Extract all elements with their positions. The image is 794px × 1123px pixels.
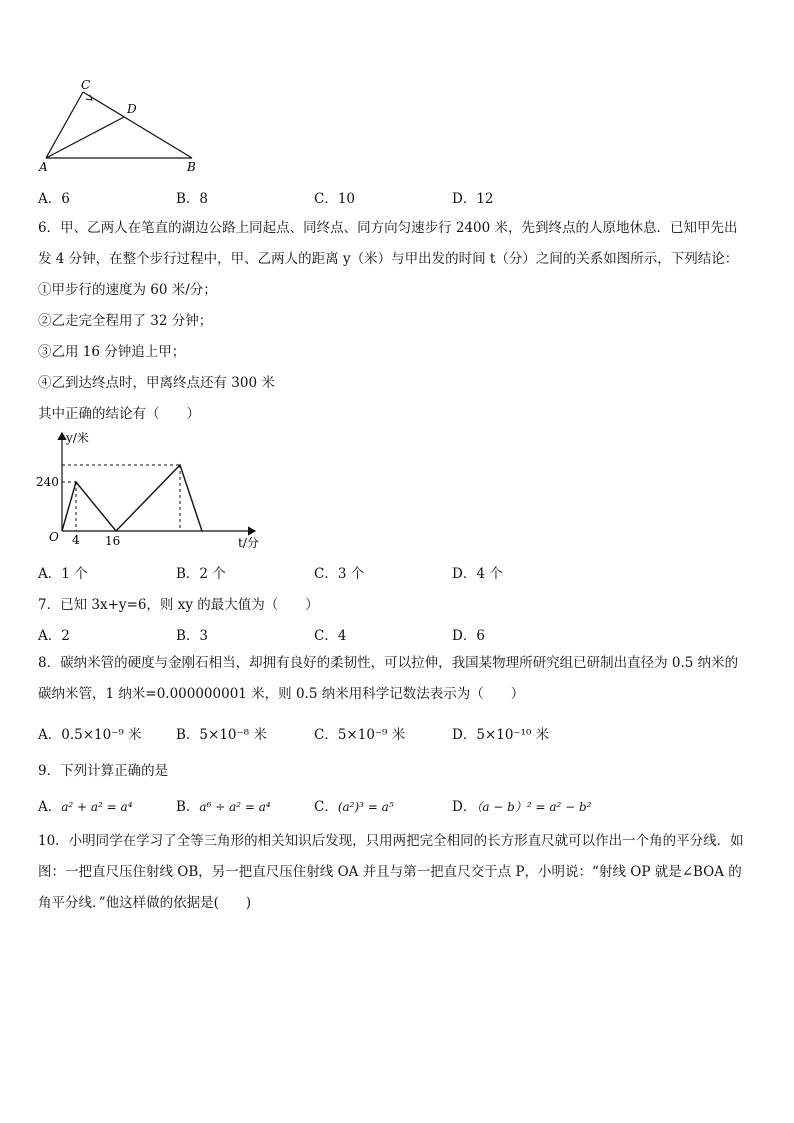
q6-stem [38, 213, 758, 430]
q8-option-b[interactable]: B．5×10⁻⁸ 米 [176, 727, 267, 743]
x-axis-label: t/分 [238, 536, 259, 550]
q7-options [38, 624, 758, 644]
side-cb [83, 92, 192, 158]
q9-stem: 9．下列计算正确的是 [38, 763, 169, 779]
q9-option-d-expr: （a − b）² = a² − b² [476, 800, 592, 814]
q5-option-a[interactable]: A．6 [38, 191, 70, 207]
q10-line3: 角平分线．”他这样做的依据是( ) [38, 895, 252, 911]
q7-stem: 7．已知 3x+y=6，则 xy 的最大值为（ ） [38, 597, 319, 613]
q8-option-a[interactable]: A．0.5×10⁻⁹ 米 [38, 727, 142, 743]
q8-stem [38, 648, 758, 710]
q9-option-b-letter: B． [176, 799, 200, 815]
q6-conclusion-4: ④乙到达终点时，甲离终点还有 300 米 [38, 375, 275, 391]
q8-options [38, 723, 758, 743]
q5-options [38, 187, 758, 207]
q9-option-d-letter: D． [452, 799, 477, 815]
q8-option-c[interactable]: C．5×10⁻⁹ 米 [314, 727, 406, 743]
q7-option-b[interactable]: B．3 [176, 628, 209, 644]
q9-options [38, 795, 758, 815]
q10-stem [38, 826, 758, 919]
q7-option-a[interactable]: A．2 [38, 628, 70, 644]
q7-option-d[interactable]: D．6 [452, 628, 485, 644]
origin-label: O [49, 530, 59, 544]
q10-line2: 图：一把直尺压住射线 OB，另一把直尺压住射线 OA 并且与第一把直尺交于点 P，小明说：“射线 OP 就是∠BOA 的 [38, 864, 742, 880]
x-tick-16: 16 [105, 534, 121, 548]
q6-options [38, 562, 758, 582]
q6-conclusion-2: ②乙走完全程用了 32 分钟； [38, 313, 213, 329]
q8-stem-line1: 8．碳纳米管的硬度与金刚石相当，却拥有良好的柔韧性，可以拉伸，我国某物理所研究组已研制出直径为 0.5 纳米的 [38, 655, 739, 671]
q6-option-c[interactable]: C．3 个 [314, 566, 365, 582]
q6-option-d[interactable]: D．4 个 [452, 566, 503, 582]
q5-option-d[interactable]: D．12 [452, 191, 494, 207]
q10-line1: 10．小明同学在学习了全等三角形的相关知识后发现，只用两把完全相同的长方形直尺就可以作出一个角的平分线．如 [38, 833, 744, 849]
q9-option-a-letter: A． [38, 799, 62, 815]
q9-option-c-letter: C． [314, 799, 338, 815]
triangle-figure [30, 76, 210, 176]
q9-option-a-expr: a² + a² = a⁴ [61, 800, 133, 814]
label-c: C [81, 78, 91, 92]
q9-option-b-expr: a⁶ ÷ a² = a⁴ [199, 800, 271, 814]
x-tick-4: 4 [72, 533, 80, 547]
q8-stem-line2: 碳纳米管，1 纳米=0.000000001 米，则 0.5 纳米用科学记数法表示为（ ） [38, 686, 525, 702]
y-axis-label: y/米 [66, 431, 89, 445]
q6-distance-graph [30, 425, 280, 555]
q6-stem-line2: 发 4 分钟，在整个步行过程中，甲、乙两人的距离 y（米）与甲出发的时间 t（分）之间的关系如图所示，下列结论： [38, 251, 739, 267]
q6-option-b[interactable]: B．2 个 [176, 566, 226, 582]
distance-curve [62, 465, 202, 531]
q8-option-d[interactable]: D．5×10⁻¹⁰ 米 [452, 727, 550, 743]
q7-option-c[interactable]: C．4 [314, 628, 347, 644]
q6-question: 其中正确的结论有（ ） [38, 406, 200, 422]
q9-option-c[interactable] [314, 795, 394, 815]
q6-conclusion-3: ③乙用 16 分钟追上甲； [38, 344, 186, 360]
q9-option-b[interactable] [176, 795, 271, 815]
q9-option-a[interactable] [38, 795, 133, 815]
q6-option-a[interactable]: A．1 个 [38, 566, 88, 582]
label-d: D [127, 102, 137, 116]
label-a: A [39, 160, 48, 174]
q5-option-c[interactable]: C．10 [314, 191, 356, 207]
q9-option-c-expr: (a²)³ = a⁵ [337, 800, 394, 814]
q6-conclusion-1: ①甲步行的速度为 60 米/分； [38, 282, 217, 298]
q5-option-b[interactable]: B．8 [176, 191, 209, 207]
q9-option-d[interactable] [452, 795, 591, 815]
label-b: B [187, 160, 196, 174]
q6-stem-line1: 6．甲、乙两人在笔直的湖边公路上同起点、同终点、同方向匀速步行 2400 米，先到终点的人原地休息．已知甲先出 [38, 220, 738, 236]
y-tick-240: 240 [36, 475, 59, 489]
